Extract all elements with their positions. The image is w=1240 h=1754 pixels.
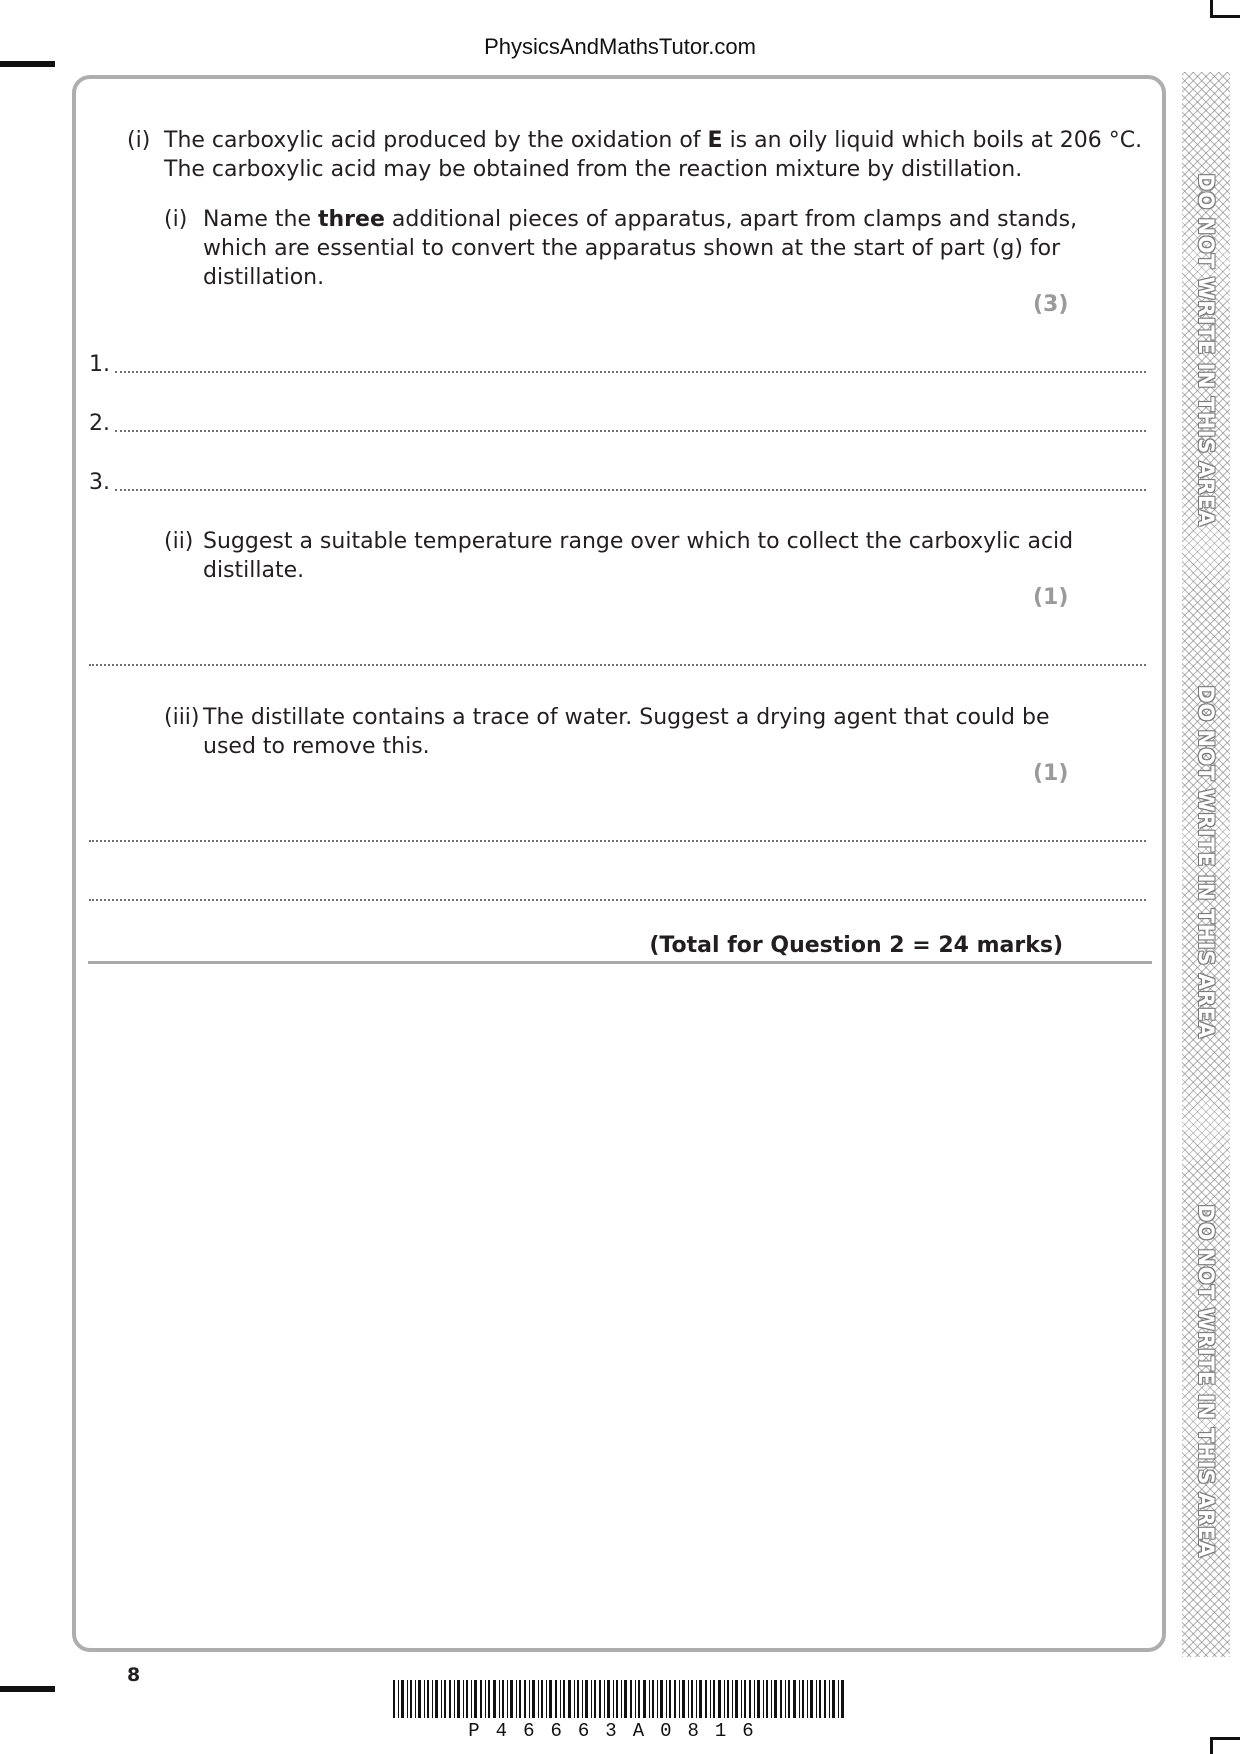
answer-number-1: 1. (89, 352, 110, 377)
barcode-text: P46663A0816 (468, 1720, 770, 1742)
intro-line-1 (164, 126, 1142, 155)
sub-ii-label: (ii) (164, 529, 194, 554)
answer-number-2: 2. (89, 411, 110, 436)
sub-iii-line-2: used to remove this. (203, 734, 430, 759)
answer-line-1[interactable] (115, 371, 1146, 373)
sub-i-line-1 (203, 205, 1077, 234)
sub-i-text-b: additional pieces of apparatus, apart from clamps and stands, (384, 207, 1078, 232)
answer-line-3[interactable] (115, 489, 1146, 491)
answer-frame (72, 75, 1166, 1652)
sub-i-line-3: distillation. (203, 265, 325, 290)
sub-i-marks: (3) (1033, 292, 1069, 317)
intro-bold-compound: E (707, 128, 723, 153)
sub-i-text-a: Name the (203, 207, 318, 232)
sub-i-bold: three (318, 207, 385, 232)
total-rule (88, 961, 1152, 964)
intro-text-b: is an oily liquid which boils at 206 °C. (722, 128, 1143, 153)
answer-line-2[interactable] (115, 430, 1146, 432)
answer-number-3: 3. (89, 470, 110, 495)
sub-iii-line-1: The distillate contains a trace of water. Suggest a drying agent that could be (203, 705, 1050, 730)
registration-mark-top (0, 61, 55, 67)
sub-ii-line-1: Suggest a suitable temperature range over which to collect the carboxylic acid (203, 529, 1074, 554)
intro-text-a: The carboxylic acid produced by the oxidation of (164, 128, 708, 153)
part-label: (i) (127, 128, 151, 153)
answer-line-iii-1[interactable] (89, 840, 1146, 842)
answer-line-iii-2[interactable] (89, 899, 1146, 901)
answer-line-ii[interactable] (89, 664, 1146, 666)
question-total: (Total for Question 2 = 24 marks) (649, 933, 1063, 958)
sub-i-line-2: which are essential to convert the apparatus shown at the start of part (g) for (203, 236, 1061, 261)
site-header: PhysicsAndMathsTutor.com (484, 34, 756, 59)
page-number: 8 (127, 1664, 141, 1686)
barcode (393, 1680, 845, 1718)
sub-iii-marks: (1) (1033, 761, 1069, 786)
corner-mark-top-right-h (1210, 15, 1240, 18)
corner-mark-bottom-right-h (1210, 1737, 1240, 1740)
sub-iii-label: (iii) (164, 705, 200, 730)
sub-ii-marks: (1) (1033, 585, 1069, 610)
registration-mark-bottom (0, 1686, 55, 1692)
sub-ii-line-2: distillate. (203, 558, 305, 583)
sub-i-label: (i) (164, 207, 188, 232)
intro-line-2: The carboxylic acid may be obtained from the reaction mixture by distillation. (164, 157, 1023, 182)
